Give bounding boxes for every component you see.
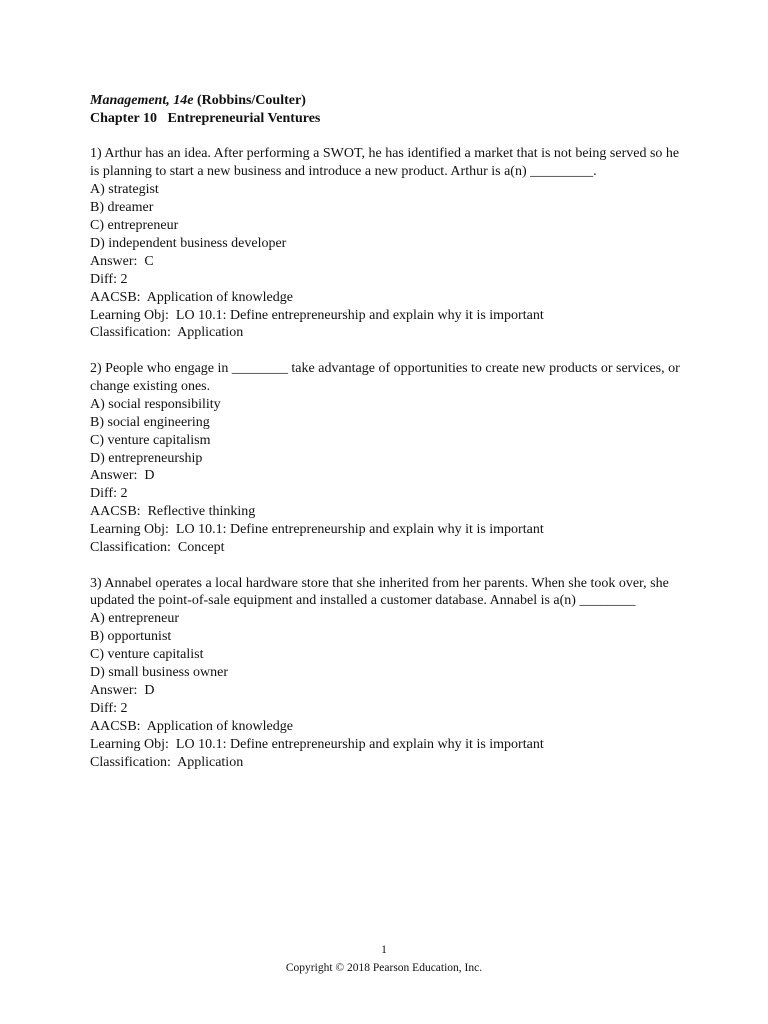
option-c: C) entrepreneur — [90, 218, 179, 234]
classification: Classification: Application — [90, 754, 244, 770]
book-authors: (Robbins/Coulter) — [196, 93, 306, 108]
option-b: B) dreamer — [90, 200, 154, 216]
option-c: C) venture capitalism — [90, 432, 211, 448]
page-number: 1 — [381, 944, 387, 956]
question-text: 1) Arthur has an idea. After performing a SWOT, he has identified a market that is not being served so he is planning to start a new business and introduce a new product. Arthur is a(n) _________. — [90, 146, 680, 180]
question-text: 3) Annabel operates a local hardware store that she inherited from her parents. When she took over, she updated the point-of-sale equipment and installed a customer database. Annabel is a(n) ________ — [90, 575, 669, 609]
learning-objective: Learning Obj: LO 10.1: Define entrepreneurship and explain why it is important — [90, 307, 544, 323]
option-b: B) social engineering — [90, 414, 210, 430]
answer: Answer: D — [90, 682, 155, 698]
answer: Answer: C — [90, 253, 154, 269]
classification: Classification: Application — [90, 325, 244, 341]
page-content — [90, 92, 690, 772]
book-title: Management, 14e — [90, 93, 194, 108]
option-d: D) small business owner — [90, 665, 229, 681]
learning-objective: Learning Obj: LO 10.1: Define entrepreneurship and explain why it is important — [90, 522, 544, 538]
option-b: B) opportunist — [90, 629, 172, 645]
difficulty: Diff: 2 — [90, 486, 128, 502]
book-title-line — [90, 92, 690, 110]
difficulty: Diff: 2 — [90, 271, 128, 287]
option-d: D) entrepreneurship — [90, 450, 203, 466]
copyright-notice: Copyright © 2018 Pearson Education, Inc. — [285, 962, 483, 974]
option-c: C) venture capitalist — [90, 647, 204, 663]
aacsb: AACSB: Reflective thinking — [90, 504, 256, 520]
question-1 — [90, 145, 690, 342]
learning-objective: Learning Obj: LO 10.1: Define entrepreneurship and explain why it is important — [90, 736, 544, 752]
aacsb: AACSB: Application of knowledge — [90, 718, 293, 734]
option-a: A) strategist — [90, 182, 159, 198]
option-a: A) social responsibility — [90, 396, 221, 412]
chapter-title: Chapter 10 Entrepreneurial Ventures — [90, 110, 321, 126]
question-text: 2) People who engage in ________ take advantage of opportunities to create new products or services, or change existing ones. — [90, 360, 680, 394]
option-a: A) entrepreneur — [90, 611, 180, 627]
classification: Classification: Concept — [90, 540, 225, 556]
question-2 — [90, 360, 690, 557]
answer: Answer: D — [90, 468, 155, 484]
option-d: D) independent business developer — [90, 235, 287, 251]
difficulty: Diff: 2 — [90, 700, 128, 716]
aacsb: AACSB: Application of knowledge — [90, 289, 293, 305]
question-3 — [90, 575, 690, 772]
